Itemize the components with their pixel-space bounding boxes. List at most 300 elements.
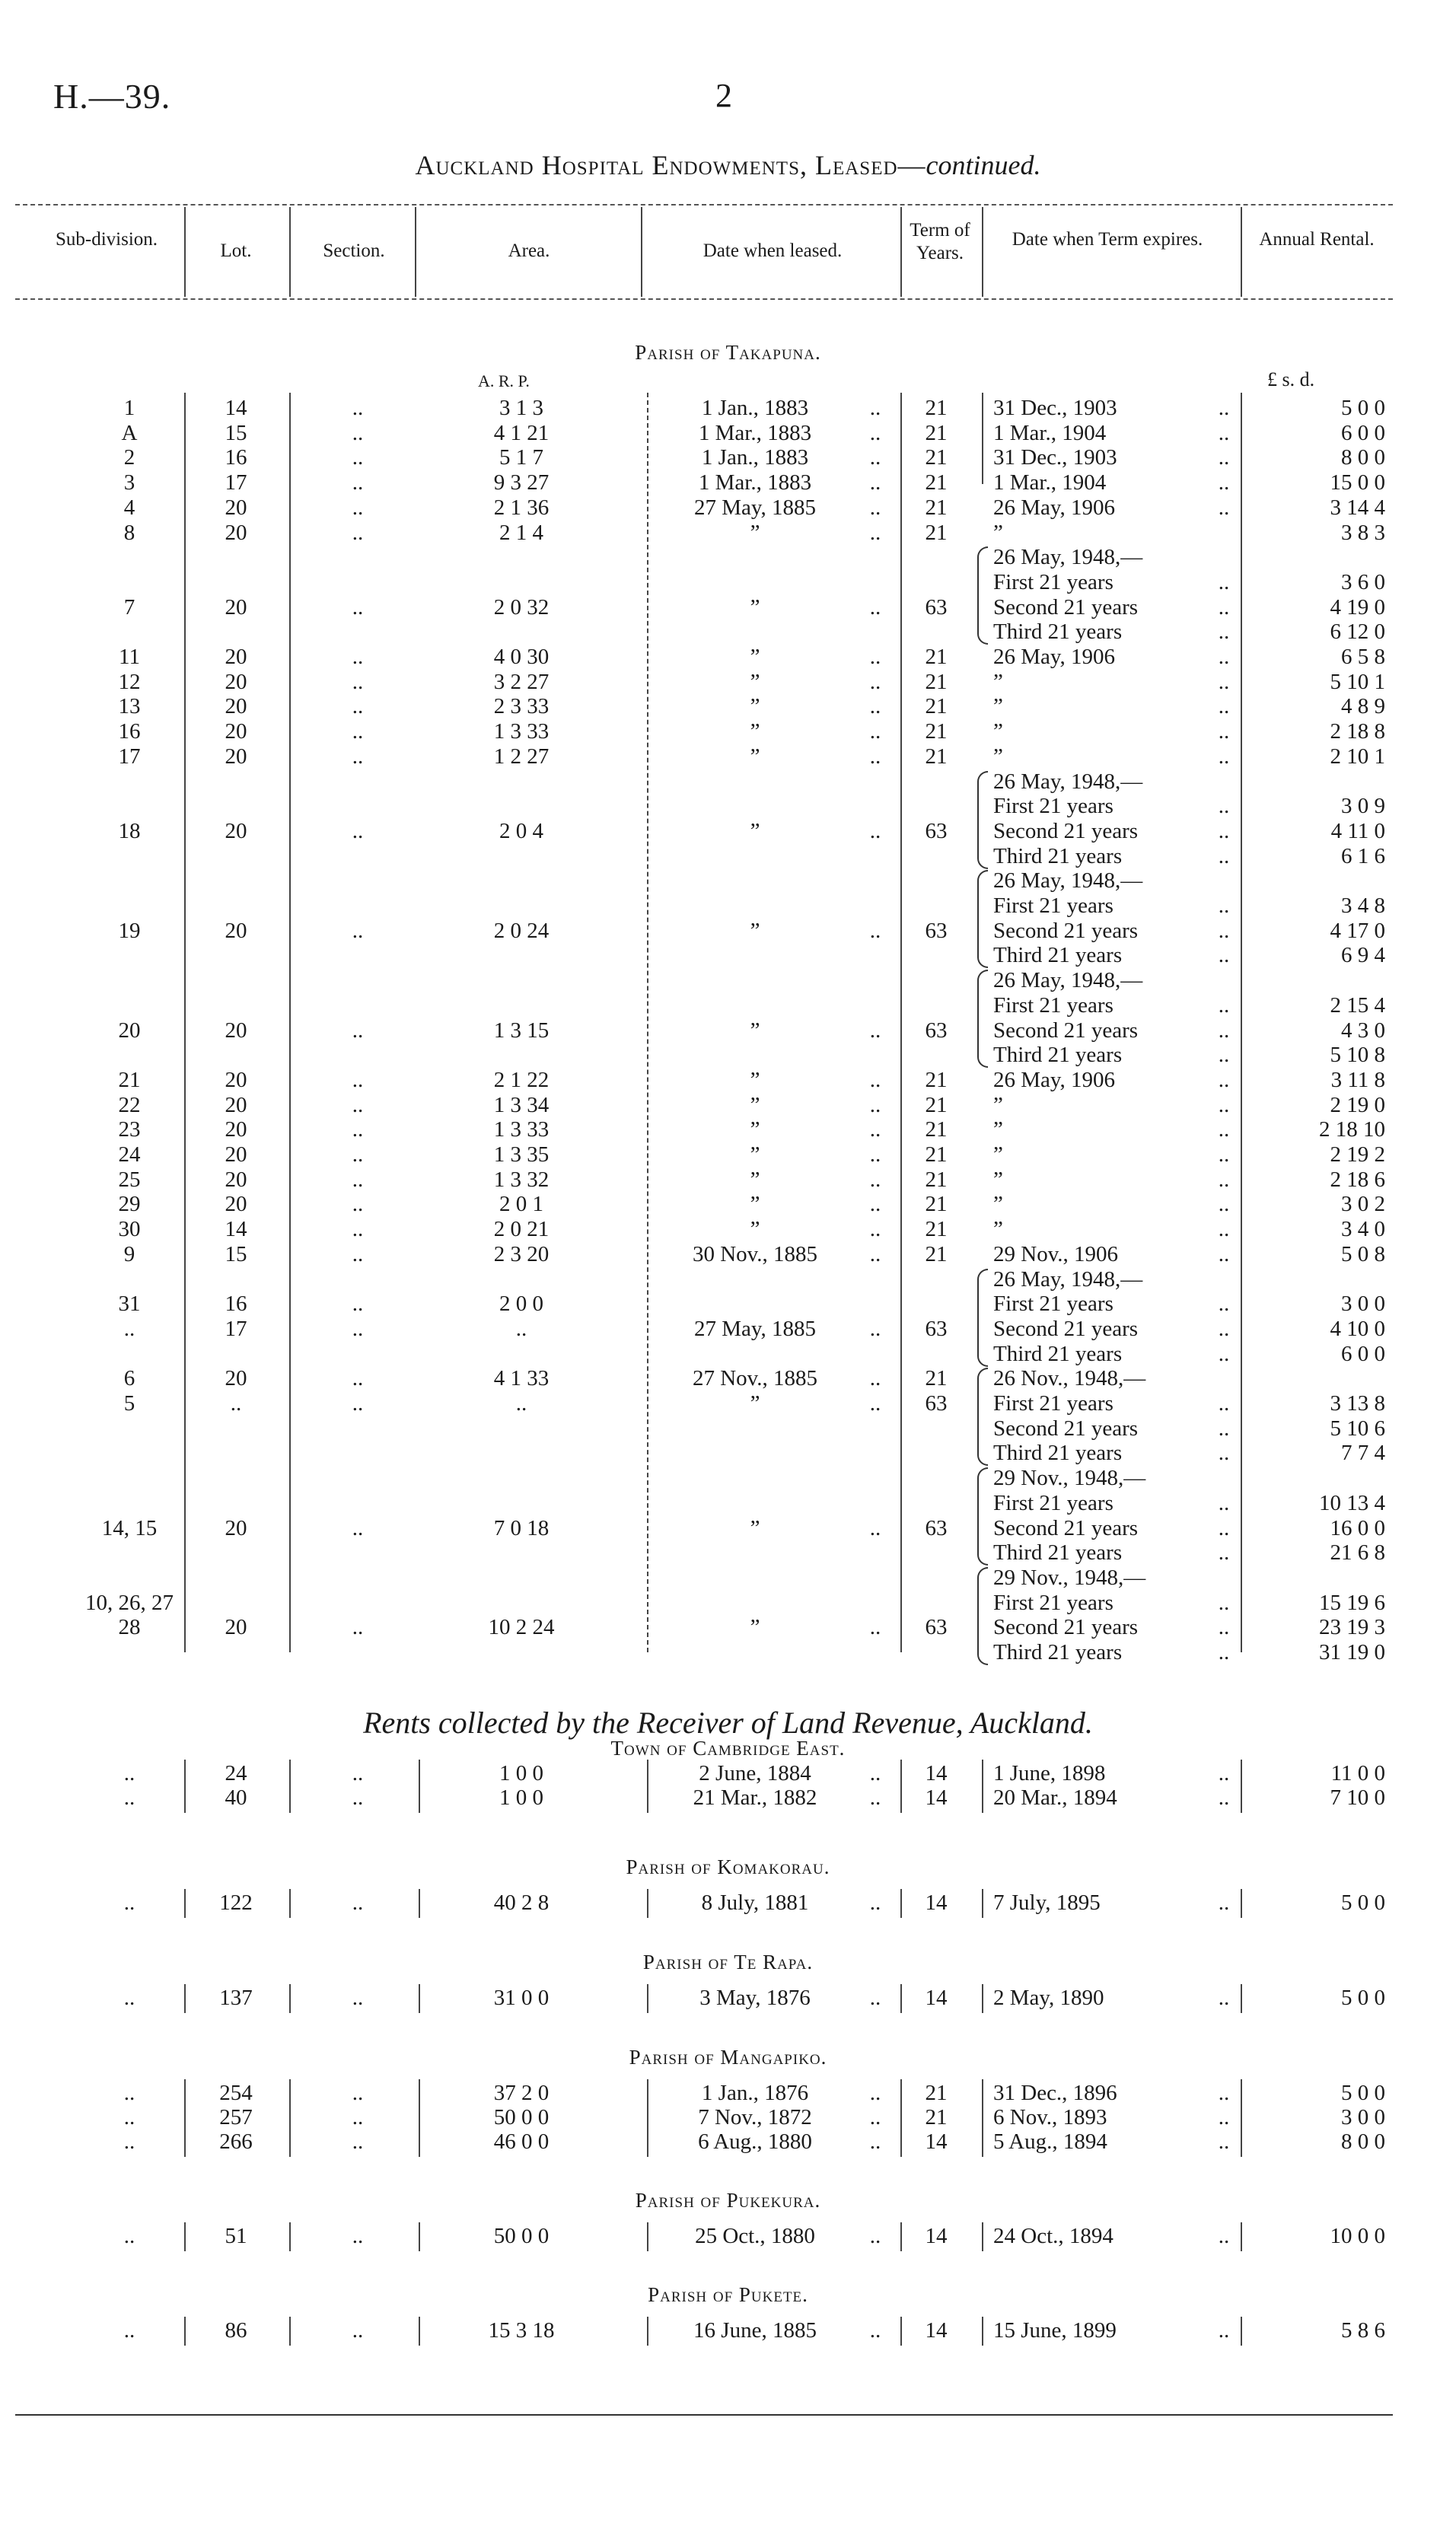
cell-d2: .. xyxy=(1218,2224,1230,2248)
cell-term: 21 xyxy=(925,719,948,744)
cell-area: 2 3 33 xyxy=(493,694,550,718)
cell-exp: 31 Dec., 1896 xyxy=(993,2081,1117,2105)
cell-sec: .. xyxy=(352,670,364,694)
cell-exp: Third 21 years xyxy=(993,943,1123,967)
cell-d2: .. xyxy=(1218,2105,1230,2129)
cell-area: 1 2 27 xyxy=(493,744,550,769)
cell-exp: Third 21 years xyxy=(993,1540,1123,1565)
cell-exp: First 21 years xyxy=(993,1591,1114,1615)
brace-mark xyxy=(977,546,988,645)
cell-lot: 51 xyxy=(225,2224,247,2248)
cell-sub: 25 xyxy=(118,1167,141,1192)
section-col-divider xyxy=(1241,1984,1242,2013)
section-title: Parish of Te Rapa. xyxy=(642,1951,814,1973)
section-title: Parish of Pukekura. xyxy=(635,2189,821,2212)
cell-rent: 6 5 8 xyxy=(1341,645,1385,669)
table-row xyxy=(0,1192,1456,1216)
cell-exp: ” xyxy=(993,1093,1003,1117)
cell-d1: .. xyxy=(869,2318,881,2343)
cell-rent: 2 10 1 xyxy=(1330,744,1385,769)
cell-d1: .. xyxy=(869,521,881,545)
table-row xyxy=(0,570,1456,594)
cell-exp: 26 May, 1906 xyxy=(993,645,1116,669)
cell-lot: 16 xyxy=(225,445,247,470)
cell-rent: 5 8 6 xyxy=(1341,2318,1385,2343)
cell-exp: 26 May, 1906 xyxy=(993,1068,1116,1092)
table-row xyxy=(0,719,1456,744)
cell-area: 5 1 7 xyxy=(499,445,543,470)
table-row xyxy=(0,1986,1456,2010)
cell-exp: 24 Oct., 1894 xyxy=(993,2224,1114,2248)
cell-d2: .. xyxy=(1218,1591,1230,1615)
cell-area: 50 0 0 xyxy=(493,2224,550,2248)
section-col-divider xyxy=(900,2317,902,2346)
cell-date: ” xyxy=(750,1117,760,1142)
cell-d1: .. xyxy=(869,670,881,694)
table-row xyxy=(0,1640,1456,1664)
cell-term: 63 xyxy=(925,1317,948,1341)
page-title xyxy=(0,149,1456,181)
cell-sub: 24 xyxy=(118,1142,141,1167)
cell-exp: 31 Dec., 1903 xyxy=(993,396,1117,420)
section-col-divider xyxy=(900,1889,902,1918)
cell-date: ” xyxy=(750,744,760,769)
cell-sec: .. xyxy=(352,645,364,669)
cell-term: 63 xyxy=(925,819,948,843)
title-suffix: continued. xyxy=(926,150,1041,180)
header-date-expires: Date when Term expires. xyxy=(1012,229,1203,250)
cell-d1: .. xyxy=(869,396,881,420)
cell-area: 4 1 21 xyxy=(493,421,550,445)
table-row xyxy=(0,645,1456,669)
cell-d2: .. xyxy=(1218,819,1230,843)
cell-rent: 4 3 0 xyxy=(1341,1018,1385,1043)
cell-sub: .. xyxy=(123,2129,135,2154)
cell-sec: .. xyxy=(352,1117,364,1142)
cell-sub: 12 xyxy=(118,670,141,694)
cell-d2: .. xyxy=(1218,1192,1230,1216)
cell-d2: .. xyxy=(1218,470,1230,495)
section-col-divider xyxy=(982,2079,983,2157)
cell-rent: 6 0 0 xyxy=(1341,421,1385,445)
cell-lot: 20 xyxy=(225,819,247,843)
cell-date: ” xyxy=(750,1068,760,1092)
cell-d2: .. xyxy=(1218,1317,1230,1341)
cell-area: 2 0 32 xyxy=(493,595,550,620)
cell-date: ” xyxy=(750,1217,760,1241)
header-rental: Annual Rental. xyxy=(1259,229,1375,250)
cell-d2: .. xyxy=(1218,893,1230,918)
cell-area: 2 0 0 xyxy=(499,1292,543,1316)
cell-sec: .. xyxy=(352,919,364,943)
cell-date: 1 Mar., 1883 xyxy=(698,470,812,495)
cell-lot: 15 xyxy=(225,421,247,445)
table-row xyxy=(0,495,1456,520)
cell-sec: .. xyxy=(352,495,364,520)
cell-area: 3 1 3 xyxy=(499,396,543,420)
cell-area: 2 1 4 xyxy=(499,521,543,545)
cell-sub: .. xyxy=(123,1317,135,1341)
table-row xyxy=(0,1267,1456,1292)
cell-date: 30 Nov., 1885 xyxy=(692,1242,818,1266)
cell-lot: 14 xyxy=(225,1217,247,1241)
cell-term: 21 xyxy=(925,2105,948,2129)
cell-sec: .. xyxy=(352,1391,364,1416)
cell-exp: ” xyxy=(993,719,1003,744)
section-col-divider xyxy=(419,1889,420,1918)
body-col-divider xyxy=(289,393,291,1652)
cell-date: ” xyxy=(750,1192,760,1216)
cell-exp: Second 21 years xyxy=(993,919,1139,943)
cell-rent: 6 9 4 xyxy=(1341,943,1385,967)
cell-sec: .. xyxy=(352,1986,364,2010)
cell-rent: 5 10 1 xyxy=(1330,670,1385,694)
cell-lot: 20 xyxy=(225,1093,247,1117)
cell-sec: .. xyxy=(352,1366,364,1390)
cell-lot: 20 xyxy=(225,744,247,769)
cell-exp: 29 Nov., 1948,— xyxy=(993,1466,1146,1490)
cell-area: 1 3 35 xyxy=(493,1142,550,1167)
cell-term: 63 xyxy=(925,595,948,620)
cell-area: 4 0 30 xyxy=(493,645,550,669)
table-row xyxy=(0,1491,1456,1515)
cell-lot: 20 xyxy=(225,1018,247,1043)
cell-sub: 19 xyxy=(118,919,141,943)
cell-lot: .. xyxy=(230,1391,242,1416)
table-row xyxy=(0,670,1456,694)
cell-lot: 20 xyxy=(225,1516,247,1540)
table-row xyxy=(0,868,1456,893)
table-row xyxy=(0,1516,1456,1540)
cell-lot: 40 xyxy=(225,1785,247,1810)
table-row xyxy=(0,968,1456,992)
cell-area: 9 3 27 xyxy=(493,470,550,495)
body-col-divider xyxy=(900,393,902,1652)
cell-term: 21 xyxy=(925,421,948,445)
cell-sub: 28 xyxy=(118,1615,141,1639)
cell-exp: 2 May, 1890 xyxy=(993,1986,1104,2010)
header-date-leased: Date when leased. xyxy=(703,240,843,261)
section-col-divider xyxy=(900,1760,902,1813)
cell-d1: .. xyxy=(869,445,881,470)
table-row xyxy=(0,620,1456,644)
header-col-divider xyxy=(1241,207,1242,297)
cell-lot: 20 xyxy=(225,919,247,943)
section-col-divider xyxy=(647,1760,648,1813)
cell-d1: .. xyxy=(869,421,881,445)
cell-d2: .. xyxy=(1218,1342,1230,1366)
cell-exp: 15 June, 1899 xyxy=(993,2318,1117,2343)
cell-lot: 86 xyxy=(225,2318,247,2343)
table-row xyxy=(0,1761,1456,1785)
cell-rent: 4 19 0 xyxy=(1330,595,1385,620)
cell-area: 2 0 24 xyxy=(493,919,550,943)
cell-sub: 31 xyxy=(118,1292,141,1316)
cell-rent: 4 8 9 xyxy=(1341,694,1385,718)
header-bottom-rule xyxy=(15,298,1393,300)
section-title: Town of Cambridge East. xyxy=(610,1737,846,1760)
table-row xyxy=(0,1566,1456,1590)
cell-d2: .. xyxy=(1218,1785,1230,1810)
cell-sub: 17 xyxy=(118,744,141,769)
cell-d2: .. xyxy=(1218,1292,1230,1316)
cell-exp: ” xyxy=(993,670,1003,694)
cell-d2: .. xyxy=(1218,570,1230,594)
cell-rent: 15 19 6 xyxy=(1319,1591,1385,1615)
cell-rent: 3 6 0 xyxy=(1341,570,1385,594)
cell-area: 2 1 22 xyxy=(493,1068,550,1092)
cell-date: 3 May, 1876 xyxy=(699,1986,811,2010)
section-title: Parish of Mangapiko. xyxy=(629,2046,827,2069)
cell-d1: .. xyxy=(869,1986,881,2010)
cell-d1: .. xyxy=(869,1142,881,1167)
section-col-divider xyxy=(1241,1760,1242,1813)
cell-area: 7 0 18 xyxy=(493,1516,550,1540)
cell-sec: .. xyxy=(352,2081,364,2105)
cell-rent: 8 0 0 xyxy=(1341,445,1385,470)
cell-exp: 1 Mar., 1904 xyxy=(993,470,1107,495)
cell-d1: .. xyxy=(869,2105,881,2129)
cell-d2: .. xyxy=(1218,919,1230,943)
table-row xyxy=(0,1167,1456,1192)
cell-sec: .. xyxy=(352,1317,364,1341)
cell-d1: .. xyxy=(869,1192,881,1216)
table-row xyxy=(0,819,1456,843)
cell-date: ” xyxy=(750,919,760,943)
cell-d2: .. xyxy=(1218,595,1230,620)
cell-d2: .. xyxy=(1218,2081,1230,2105)
cell-d2: .. xyxy=(1218,1891,1230,1915)
cell-d2: .. xyxy=(1218,1416,1230,1441)
cell-exp: Second 21 years xyxy=(993,819,1139,843)
cell-area: 2 3 20 xyxy=(493,1242,550,1266)
cell-d1: .. xyxy=(869,1018,881,1043)
cell-term: 21 xyxy=(925,744,948,769)
cell-rent: 3 0 0 xyxy=(1341,1292,1385,1316)
cell-sec: .. xyxy=(352,1142,364,1167)
cell-exp: 26 Nov., 1948,— xyxy=(993,1366,1146,1390)
cell-sub: .. xyxy=(123,1761,135,1785)
cell-term: 21 xyxy=(925,470,948,495)
cell-d1: .. xyxy=(869,595,881,620)
cell-rent: 5 0 0 xyxy=(1341,396,1385,420)
cell-term: 63 xyxy=(925,1391,948,1416)
cell-sub: 4 xyxy=(123,495,135,520)
cell-rent: 6 0 0 xyxy=(1341,1342,1385,1366)
cell-rent: 3 0 0 xyxy=(1341,2105,1385,2129)
cell-area: 1 0 0 xyxy=(499,1785,543,1810)
table-row xyxy=(0,1441,1456,1465)
cell-lot: 17 xyxy=(225,1317,247,1341)
cell-exp: First 21 years xyxy=(993,1491,1114,1515)
cell-sec: .. xyxy=(352,694,364,718)
cell-sec: .. xyxy=(352,2318,364,2343)
cell-exp: Third 21 years xyxy=(993,1640,1123,1664)
cell-area: 1 3 15 xyxy=(493,1018,550,1043)
cell-sub: A xyxy=(121,421,138,445)
cell-term: 21 xyxy=(925,2081,948,2105)
cell-rent: 23 19 3 xyxy=(1319,1615,1385,1639)
cell-d2: .. xyxy=(1218,1391,1230,1416)
table-row xyxy=(0,1615,1456,1639)
cell-d2: .. xyxy=(1218,943,1230,967)
cell-sec: .. xyxy=(352,595,364,620)
cell-date: 1 Mar., 1883 xyxy=(698,421,812,445)
cell-sec: .. xyxy=(352,1785,364,1810)
cell-date: ” xyxy=(750,1391,760,1416)
section-title-takapuna: Parish of Takapuna. xyxy=(635,341,821,364)
page-reference: H.—39. xyxy=(53,77,171,116)
cell-lot: 20 xyxy=(225,1068,247,1092)
cell-d2: .. xyxy=(1218,1986,1230,2010)
cell-exp: First 21 years xyxy=(993,1391,1114,1416)
section-col-divider xyxy=(647,2079,648,2157)
cell-date: 25 Oct., 1880 xyxy=(695,2224,815,2248)
cell-d1: .. xyxy=(869,2081,881,2105)
cell-date: 6 Aug., 1880 xyxy=(698,2129,812,2154)
table-row xyxy=(0,1540,1456,1565)
header-col-divider xyxy=(641,207,642,297)
section-col-divider xyxy=(184,2222,186,2251)
cell-exp: 26 May, 1948,— xyxy=(993,868,1143,893)
cell-rent: 8 0 0 xyxy=(1341,2129,1385,2154)
cell-sec: .. xyxy=(352,2224,364,2248)
cell-lot: 20 xyxy=(225,1142,247,1167)
table-row xyxy=(0,694,1456,718)
table-row xyxy=(0,421,1456,445)
cell-rent: 6 1 6 xyxy=(1341,844,1385,868)
table-row xyxy=(0,2105,1456,2129)
table-row xyxy=(0,2129,1456,2154)
cell-d1: .. xyxy=(869,1068,881,1092)
cell-d2: .. xyxy=(1218,421,1230,445)
cell-d2: .. xyxy=(1218,2318,1230,2343)
cell-d2: .. xyxy=(1218,1761,1230,1785)
table-row xyxy=(0,1117,1456,1142)
cell-rent: 5 10 6 xyxy=(1330,1416,1385,1441)
cell-exp: 26 May, 1948,— xyxy=(993,968,1143,992)
section-col-divider xyxy=(647,2222,648,2251)
cell-term: 21 xyxy=(925,445,948,470)
section-col-divider xyxy=(982,1984,983,2013)
body-col-divider xyxy=(647,393,648,1652)
cell-sec: .. xyxy=(352,396,364,420)
cell-lot: 20 xyxy=(225,1615,247,1639)
bottom-rule xyxy=(15,2414,1393,2416)
cell-lot: 14 xyxy=(225,396,247,420)
table-row xyxy=(0,993,1456,1018)
cell-sub: .. xyxy=(123,2224,135,2248)
cell-exp: 1 June, 1898 xyxy=(993,1761,1106,1785)
cell-d2: .. xyxy=(1218,645,1230,669)
cell-sub: .. xyxy=(123,2081,135,2105)
cell-rent: 5 0 8 xyxy=(1341,1242,1385,1266)
table-row xyxy=(0,521,1456,545)
cell-rent: 10 0 0 xyxy=(1330,2224,1385,2248)
cell-lot: 20 xyxy=(225,595,247,620)
table-row xyxy=(0,1242,1456,1266)
cell-date: ” xyxy=(750,1167,760,1192)
cell-lot: 137 xyxy=(219,1986,253,2010)
table-row xyxy=(0,1391,1456,1416)
section-title: Parish of Komakorau. xyxy=(626,1855,830,1878)
cell-sec: .. xyxy=(352,1761,364,1785)
cell-area: 1 3 32 xyxy=(493,1167,550,1192)
section-col-divider xyxy=(1241,2222,1242,2251)
cell-exp: ” xyxy=(993,744,1003,769)
table-row xyxy=(0,1292,1456,1316)
cell-date: ” xyxy=(750,1018,760,1043)
cell-term: 21 xyxy=(925,1242,948,1266)
cell-sec: .. xyxy=(352,1167,364,1192)
cell-date: ” xyxy=(750,1516,760,1540)
cell-area: 2 0 1 xyxy=(499,1192,543,1216)
header-col-divider xyxy=(900,207,902,297)
table-row xyxy=(0,1416,1456,1441)
cell-d2: .. xyxy=(1218,719,1230,744)
cell-lot: 257 xyxy=(219,2105,253,2129)
section-col-divider xyxy=(419,2317,420,2346)
cell-term: 14 xyxy=(925,1761,948,1785)
cell-exp: 26 May, 1948,— xyxy=(993,1267,1143,1292)
cell-d2: .. xyxy=(1218,396,1230,420)
cell-sub: 30 xyxy=(118,1217,141,1241)
cell-d1: .. xyxy=(869,694,881,718)
cell-rent: 7 10 0 xyxy=(1330,1785,1385,1810)
table-row xyxy=(0,1068,1456,1092)
cell-area: 31 0 0 xyxy=(493,1986,550,2010)
cell-d2: .. xyxy=(1218,1117,1230,1142)
cell-sec: .. xyxy=(352,1242,364,1266)
cell-d1: .. xyxy=(869,1217,881,1241)
section-col-divider xyxy=(289,1984,291,2013)
cell-sec: .. xyxy=(352,1217,364,1241)
section-col-divider xyxy=(647,2317,648,2346)
cell-date: ” xyxy=(750,719,760,744)
cell-lot: 15 xyxy=(225,1242,247,1266)
cell-term: 21 xyxy=(925,1117,948,1142)
cell-rent: 3 13 8 xyxy=(1330,1391,1385,1416)
cell-rent: 3 8 3 xyxy=(1341,521,1385,545)
header-col-divider xyxy=(184,207,186,297)
cell-sec: .. xyxy=(352,1018,364,1043)
table-row xyxy=(0,1093,1456,1117)
cell-d2: .. xyxy=(1218,844,1230,868)
cell-d1: .. xyxy=(869,1093,881,1117)
cell-rent: 3 0 9 xyxy=(1341,794,1385,818)
header-col-divider xyxy=(415,207,416,297)
cell-rent: 5 0 0 xyxy=(1341,2081,1385,2105)
cell-lot: 20 xyxy=(225,645,247,669)
cell-lot: 20 xyxy=(225,1167,247,1192)
cell-date: 1 Jan., 1876 xyxy=(701,2081,809,2105)
header-top-rule xyxy=(15,204,1393,205)
cell-lot: 20 xyxy=(225,1117,247,1142)
cell-exp: 20 Mar., 1894 xyxy=(993,1785,1117,1810)
cell-sec: .. xyxy=(352,1516,364,1540)
table-row xyxy=(0,744,1456,769)
cell-d1: .. xyxy=(869,719,881,744)
cell-area: 3 2 27 xyxy=(493,670,550,694)
brace-mark xyxy=(977,1467,988,1566)
cell-term: 21 xyxy=(925,645,948,669)
header-area: Area. xyxy=(508,240,550,261)
cell-exp: Third 21 years xyxy=(993,1441,1123,1465)
table-row xyxy=(0,595,1456,620)
cell-sub: 21 xyxy=(118,1068,141,1092)
cell-d2: .. xyxy=(1218,1242,1230,1266)
brace-mark xyxy=(977,870,988,968)
